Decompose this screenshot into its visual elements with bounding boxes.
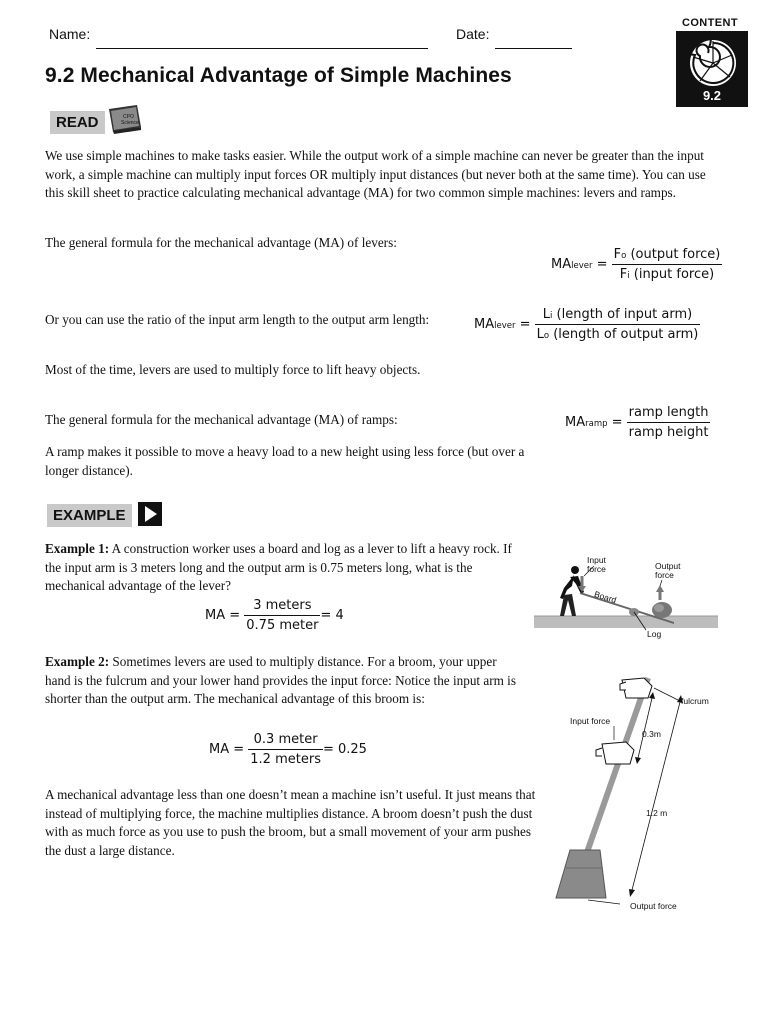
read-tag: READ [50, 111, 105, 134]
example1-label: Example 1: [45, 541, 110, 556]
date-label: Date: [456, 26, 490, 42]
formula-fraction: $\frac{\text{Li (length of input arm)}}{\text{Lo (length of output arm)}}$ [536, 307, 699, 342]
lever-arm-formula [474, 307, 700, 342]
formula-lhs: MAlever = [551, 257, 612, 272]
content-label: CONTENT [682, 17, 738, 29]
book-text-2: Science [121, 120, 139, 126]
output-force-label: Output force [630, 901, 677, 911]
example2-paragraph [45, 653, 525, 709]
input-force-label: Input force [570, 716, 611, 726]
fulcrum-label: fulcrum [681, 696, 709, 706]
closing-paragraph: A mechanical advantage less than one doesn’t mean a machine isn’t useful. It just means that instead of multiplying force, the machine multiplies distance. A broom doesn’t push the dust with as much force as you use to push the broom, but a small movement of your arm pushes the dust a large distance. [45, 787, 536, 858]
example2-label: Example 2: [45, 654, 110, 669]
ramp-formula [565, 405, 710, 440]
example2-text: Sometimes levers are used to multiply distance. For a broom, your upper hand is the fulcrum and your lower hand provides the input force: Notice the input arm is shorter than the output arm. The mechanical advantage of this broom is: [45, 654, 516, 706]
board-label: Board [593, 588, 618, 606]
broom-figure [540, 668, 720, 918]
lever-use-text: Most of the time, levers are used to multiply force to lift heavy objects. [45, 362, 421, 377]
log-label: Log [647, 629, 662, 639]
example1-formula: MA = $\frac{\text{3 meters}}{\text{0.75 meter}}$ = 4 [205, 598, 344, 633]
ramp-paragraph: A ramp makes it possible to move a heavy load to a new height using less force (but over a longer distance). [45, 444, 525, 478]
content-badge [676, 31, 748, 107]
name-line [96, 48, 428, 49]
name-label: Name: [49, 26, 91, 42]
play-arrow-icon [138, 502, 162, 526]
formula-fraction: $\frac{\text{ramp length}}{\text{ramp height}}$ [628, 405, 709, 440]
short-arm-length: 0.3m [642, 729, 661, 739]
date-line [495, 48, 572, 49]
example2-formula: MA = $\frac{\text{0.3 meter}}{\text{1.2 meters}}$ = 0.25 [209, 732, 367, 767]
input-force-label: Input force [587, 555, 606, 574]
section-number: 9.2 [678, 87, 746, 105]
lever-figure [534, 550, 718, 640]
lever-force-formula [551, 247, 722, 282]
formula-fraction: $\frac{\text{0.3 meter}}{\text{1.2 meters}}$ [250, 732, 321, 767]
long-arm-length: 1.2 m [646, 808, 668, 818]
output-force-label: Output force [655, 561, 681, 580]
example1-paragraph [45, 540, 525, 596]
nautilus-shell-icon [678, 33, 746, 89]
formula-fraction: $\frac{\text{Fo (output force)}}{\text{Fi (input force)}}$ [613, 247, 721, 282]
page-title: 9.2 Mechanical Advantage of Simple Machines [45, 64, 512, 87]
formula-fraction: $\frac{\text{3 meters}}{\text{0.75 meter}}$ [246, 598, 319, 633]
example1-text: A construction worker uses a board and log as a lever to lift a heavy rock. If the input arm is 3 meters long and the output arm is 0.75 meters long, what is the mechanical advantage of the lever? [45, 541, 512, 593]
intro-paragraph: We use simple machines to make tasks easier. While the output work of a simple machine can never be greater than the input work, a simple machine can multiply input forces OR multiply input distances (but never both at the same time). You can use this skill sheet to practice calculating mechanical advantage (MA) for two common simple machines: levers and ramps. [45, 148, 706, 200]
example-tag: EXAMPLE [47, 504, 132, 527]
ramp-formula-text: The general formula for the mechanical advantage (MA) of ramps: [45, 412, 398, 427]
book-text-1: CPO [123, 114, 134, 120]
book-icon [107, 103, 143, 140]
lever-formula-text: The general formula for the mechanical advantage (MA) of levers: [45, 235, 397, 250]
formula-lhs: MAramp = [565, 415, 627, 430]
lever-ratio-text: Or you can use the ratio of the input arm length to the output arm length: [45, 312, 430, 327]
formula-lhs: MAlever = [474, 317, 535, 332]
